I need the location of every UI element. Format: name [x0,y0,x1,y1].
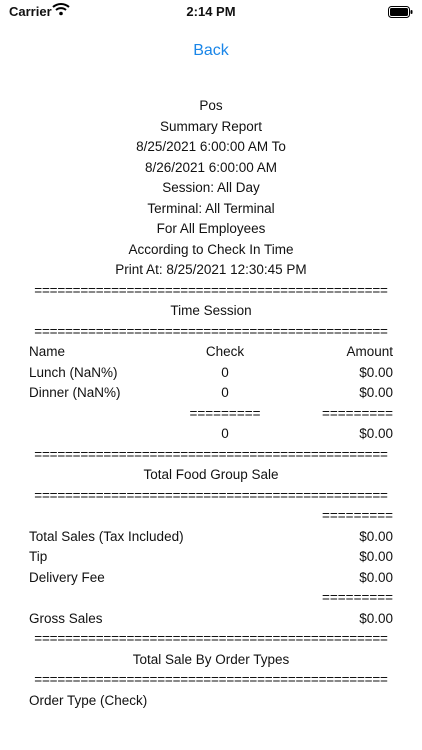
row-name: Lunch (NaN%) [29,364,118,380]
subtotal-separator [29,588,393,609]
amount-separator: ========= [322,405,393,421]
battery-icon [388,5,413,23]
total-amount: $0.00 [359,426,393,441]
separator-line: ============================================== [34,446,388,462]
clock-time: 2:14 PM [186,4,236,19]
separator-line: ============================================== [34,487,388,503]
report-header-line: Pos [199,98,223,113]
section-title-food-group: Total Food Group Sale [143,467,279,482]
row-amount: $0.00 [359,569,393,585]
table-row [29,568,393,589]
section-title-time-session: Time Session [170,303,252,318]
table-row [29,363,393,384]
total-check: 0 [221,426,229,441]
amount-separator: ========= [322,590,393,605]
separator-line: ============================================== [34,323,388,339]
row-name: Order Type (Check) [29,692,148,708]
row-amount: $0.00 [359,385,393,400]
separator-line: ============================================== [34,631,388,646]
report-header-line: Print At: 8/25/2021 12:30:45 PM [115,262,307,277]
report-header-line: 8/26/2021 6:00:00 AM [144,159,278,175]
table-row [29,527,393,548]
check-separator: ========= [189,405,261,421]
row-name: Tip [29,549,48,564]
report-header-line: Summary Report [159,118,263,134]
report-header-line: Terminal: All Terminal [147,200,275,216]
table-row [29,547,393,568]
table-row [29,383,393,404]
row-name: Total Sales (Tax Included) [29,528,184,544]
row-check: 0 [221,385,229,400]
gross-sales-amount: $0.00 [359,610,393,626]
report-header-line: According to Check In Time [128,241,294,257]
gross-sales-row [29,609,393,630]
back-button[interactable]: Back [0,42,422,60]
row-name: Delivery Fee [29,569,105,585]
row-name: Dinner (NaN%) [29,385,121,400]
row-check: 0 [221,364,229,380]
report-header-line: Session: All Day [162,180,260,195]
summary-report [29,96,393,708]
column-header-name: Name [29,344,66,359]
table-row [29,691,393,712]
carrier-label: Carrier [9,4,52,19]
separator-line: ============================================== [34,672,388,687]
subtotal-separator [29,404,393,425]
report-header-line: 8/25/2021 6:00:00 AM To [136,139,286,154]
section-title-order-types: Total Sale By Order Types [132,651,290,667]
amount-separator: ========= [322,508,393,523]
report-header-line: For All Employees [156,221,266,236]
row-amount: $0.00 [359,364,393,380]
gross-sales-label: Gross Sales [29,610,103,626]
row-amount: $0.00 [359,528,393,544]
column-header-amount: Amount [346,344,393,359]
total-row [29,424,393,445]
status-bar [0,0,422,24]
separator-line: ============================================== [34,282,388,298]
column-header-check: Check [205,344,245,359]
row-amount: $0.00 [359,549,393,564]
table-header [29,342,393,363]
subtotal-separator [29,506,393,527]
